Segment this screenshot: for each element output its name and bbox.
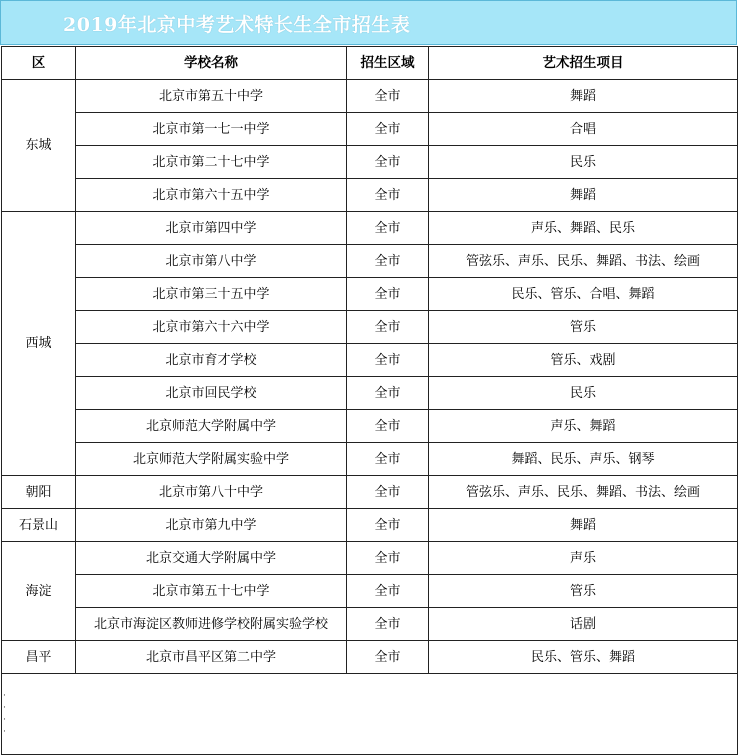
project-cell: 声乐、舞蹈 [429,410,738,443]
scope-cell: 全市 [347,641,429,674]
project-cell: 管乐、戏剧 [429,344,738,377]
scope-cell: 全市 [347,245,429,278]
project-cell: 管弦乐、声乐、民乐、舞蹈、书法、绘画 [429,245,738,278]
project-cell: 话剧 [429,608,738,641]
table-row [2,410,738,443]
school-cell: 北京市第四中学 [76,212,347,245]
scope-cell: 全市 [347,542,429,575]
scope-cell: 全市 [347,575,429,608]
project-cell: 舞蹈 [429,179,738,212]
scope-cell: 全市 [347,113,429,146]
school-cell: 北京市第五十七中学 [76,575,347,608]
school-cell: 北京市第五十中学 [76,80,347,113]
school-cell: 北京市育才学校 [76,344,347,377]
table-row [2,608,738,641]
scope-cell: 全市 [347,443,429,476]
scope-cell: 全市 [347,476,429,509]
district-cell: 海淀 [2,542,76,641]
scope-cell: 全市 [347,410,429,443]
table-row [2,113,738,146]
district-cell: 石景山 [2,509,76,542]
table-row [2,542,738,575]
scope-cell: 全市 [347,344,429,377]
project-cell: 管乐 [429,575,738,608]
scope-cell: 全市 [347,377,429,410]
school-cell: 北京市第八十中学 [76,476,347,509]
scope-cell: 全市 [347,278,429,311]
column-header-district: 区 [2,47,76,80]
table-row [2,311,738,344]
school-cell: 北京市昌平区第二中学 [76,641,347,674]
project-cell: 民乐 [429,146,738,179]
table-row [2,80,738,113]
project-cell: 管乐 [429,311,738,344]
table-header-row [2,47,738,80]
school-cell: 北京交通大学附属中学 [76,542,347,575]
table-row [2,245,738,278]
school-cell: 北京市第六十六中学 [76,311,347,344]
title-bar [0,0,737,45]
margin-dots: · · · · [3,691,6,737]
project-cell: 合唱 [429,113,738,146]
column-header-project: 艺术招生项目 [429,47,738,80]
scope-cell: 全市 [347,509,429,542]
table-row [2,575,738,608]
table-row [2,179,738,212]
district-cell: 朝阳 [2,476,76,509]
scope-cell: 全市 [347,80,429,113]
project-cell: 舞蹈 [429,509,738,542]
enrollment-table [1,46,738,755]
table-row [2,212,738,245]
district-cell: 东城 [2,80,76,212]
district-cell: 西城 [2,212,76,476]
project-cell: 舞蹈、民乐、声乐、钢琴 [429,443,738,476]
school-cell: 北京市第八中学 [76,245,347,278]
table-row [2,278,738,311]
school-cell: 北京市海淀区教师进修学校附属实验学校 [76,608,347,641]
table-body [2,80,738,674]
table-tail-row [2,674,738,755]
table-row [2,476,738,509]
empty-tail-cell [2,674,738,755]
table-row [2,641,738,674]
page-title: 2019年北京中考艺术特长生全市招生表 [63,14,411,36]
table-row [2,146,738,179]
project-cell: 声乐 [429,542,738,575]
school-cell: 北京市第六十五中学 [76,179,347,212]
district-cell: 昌平 [2,641,76,674]
project-cell: 民乐、管乐、舞蹈 [429,641,738,674]
table-row [2,443,738,476]
table-row [2,509,738,542]
project-cell: 民乐 [429,377,738,410]
column-header-scope: 招生区域 [347,47,429,80]
project-cell: 民乐、管乐、合唱、舞蹈 [429,278,738,311]
scope-cell: 全市 [347,146,429,179]
scope-cell: 全市 [347,311,429,344]
project-cell: 舞蹈 [429,80,738,113]
school-cell: 北京师范大学附属实验中学 [76,443,347,476]
scope-cell: 全市 [347,179,429,212]
school-cell: 北京市第九中学 [76,509,347,542]
school-cell: 北京师范大学附属中学 [76,410,347,443]
school-cell: 北京市第三十五中学 [76,278,347,311]
scope-cell: 全市 [347,212,429,245]
table-row [2,344,738,377]
school-cell: 北京市回民学校 [76,377,347,410]
column-header-school: 学校名称 [76,47,347,80]
school-cell: 北京市第一七一中学 [76,113,347,146]
school-cell: 北京市第二十七中学 [76,146,347,179]
table-row [2,377,738,410]
scope-cell: 全市 [347,608,429,641]
project-cell: 管弦乐、声乐、民乐、舞蹈、书法、绘画 [429,476,738,509]
project-cell: 声乐、舞蹈、民乐 [429,212,738,245]
